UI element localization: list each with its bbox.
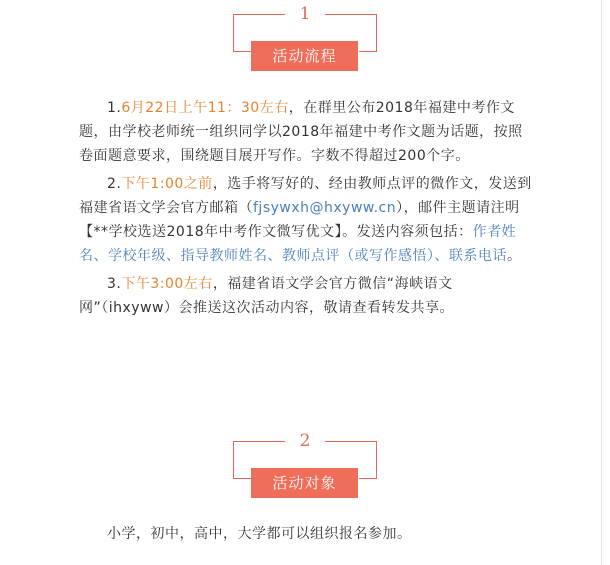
list-item: 1.6月22日上午11：30左右，在群里公布2018年福建中考作文题，由学校老师统一组织同学以2018年福建中考作文题为话题，按照卷面题意要求，围绕题目展开写作。字数不得超过200个字。: [79, 100, 523, 164]
time-highlight: 6月22日上午11：30左右: [121, 100, 289, 116]
section-number: 2: [299, 431, 311, 451]
section-title: 活动流程: [251, 41, 358, 71]
body-text: 小学，初中，高中，大学都可以组织报名参加。: [107, 526, 412, 542]
required-fields: 作者姓名、学校年级、指导教师姓名、教师点评（或写作感悟）、联系电话: [79, 224, 517, 264]
section-title: 活动对象: [251, 468, 358, 498]
section-2-content: [79, 522, 534, 546]
list-item: 2.下午1:00之前，选手将写好的、经由教师点评的微作文，发送到福建省语文学会官方邮箱（fjsywxh@hxyww.cn），邮件主题请注明【**学校选送2018年中考作文微写优文】。发送内容须包括：作者姓名、学校年级、指导教师姓名、教师点评（或写作感悟）、联系电话。: [79, 176, 532, 264]
email-link[interactable]: fjsywxh@hxyww.cn: [253, 200, 397, 216]
section-2-header: [0, 431, 610, 501]
section-number: 1: [299, 4, 311, 24]
list-item: 3.下午3:00左右，福建省语文学会官方微信“海峡语文网”（ihxyww）会推送这次活动内容，敬请查看转发共享。: [79, 276, 454, 316]
section-1-header: [0, 4, 610, 74]
section-1-content: [79, 96, 534, 320]
time-highlight: 下午1:00之前: [121, 176, 213, 192]
time-highlight: 下午3:00左右: [121, 276, 213, 292]
